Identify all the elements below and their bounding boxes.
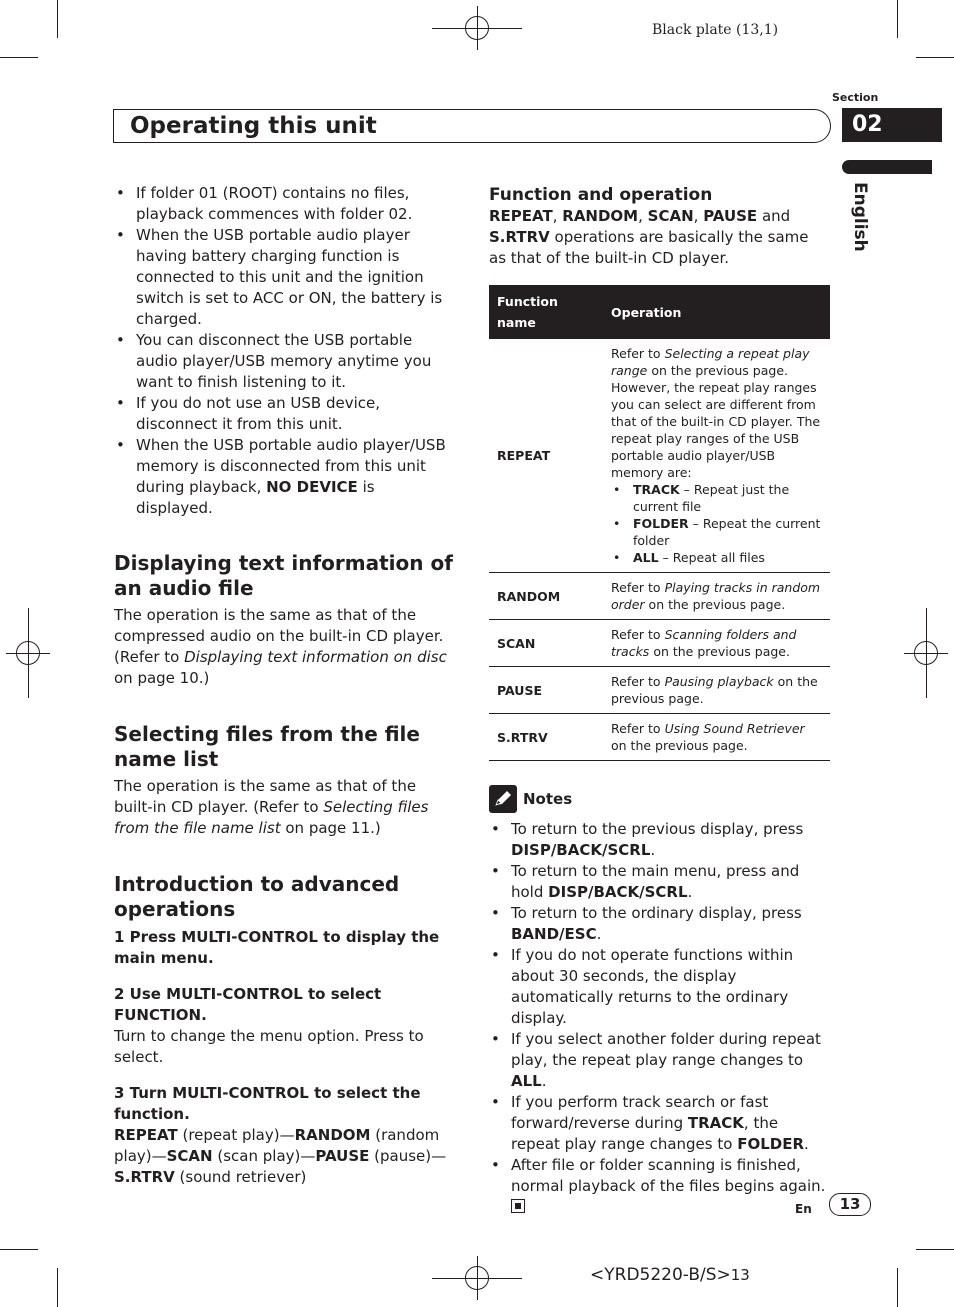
list-item: • To return to the ordinary display, press BAND/ESC. [489,903,830,945]
list-item: • After file or folder scanning is finished, normal playback of the files begins again. [489,1155,830,1218]
table-header-row [489,285,830,339]
right-column [489,184,830,1218]
section-label: Section [832,91,879,104]
function-intro: REPEAT, RANDOM, SCAN, PAUSE and S.RTRV operations are basically the same as that of the built-in CD player. [489,207,809,267]
paragraph: The operation is the same as that of the built-in CD player. (Refer to Selecting files from the file name list on page 11.) [114,777,429,837]
list-item: • FOLDER – Repeat the current folder [611,515,822,549]
section-heading: Introduction to advanced operations [114,872,400,921]
column-header: Operation [603,285,830,339]
function-name: REPEAT [489,339,603,573]
language-tab-bar [842,160,932,174]
step-1: 1 Press MULTI-CONTROL to display the main menu. [114,928,440,967]
list-item: • If you do not use an USB device, disconnect it from this unit. [114,393,454,435]
list-item: • You can disconnect the USB portable audio player/USB memory anytime you want to finish listening to it. [114,330,454,393]
list-item: • To return to the main menu, press and hold DISP/BACK/SCRL. [489,861,830,903]
step-3: 3 Turn MULTI-CONTROL to select the function. [114,1084,421,1123]
left-column [114,183,454,1188]
page-number: 13 [829,1193,871,1216]
list-item: • If you perform track search or fast forward/reverse during TRACK, the repeat play range changes to FOLDER. [489,1092,830,1155]
list-item: • If folder 01 (ROOT) contains no files, playback commences with folder 02. [114,183,454,225]
table-row [489,714,830,761]
table-row [489,339,830,573]
list-item: • When the USB portable audio player having battery charging function is connected to this unit and the ignition switch is set to ACC or ON, the battery is charged. [114,225,454,330]
function-operation: Refer to Using Sound Retriever on the previous page. [603,714,830,761]
function-name: SCAN [489,620,603,667]
paragraph: The operation is the same as that of the compressed audio on the built-in CD player. (Refer to Displaying text information on disc on page 10.) [114,606,447,687]
function-operation: Refer to Selecting a repeat play range on the previous page. However, the repeat play ranges you can select are different from that of the built-in CD player. The repeat play ranges of the USB portable audio player/USB memory are: • TRACK – Repeat just the current file • FOLDER – Repeat the current folder • ALL – Repeat all files [603,339,830,573]
step-2: 2 Use MULTI-CONTROL to select FUNCTION. [114,985,382,1024]
end-mark-icon [511,1199,525,1213]
page-title-box [113,109,831,143]
notes-title: Notes [523,789,573,808]
repeat-range-list [611,481,822,566]
list-item: • If you select another folder during repeat play, the repeat play range changes to ALL. [489,1029,830,1092]
function-name: PAUSE [489,667,603,714]
section-heading: Displaying text information of an audio file [114,551,453,600]
table-row [489,620,830,667]
step-2-text: Turn to change the menu option. Press to select. [114,1027,424,1066]
step-3-options: REPEAT (repeat play)—RANDOM (random play)—SCAN (scan play)—PAUSE (pause)—S.RTRV (sound retriever) [114,1126,447,1186]
list-item: • To return to the previous display, press DISP/BACK/SCRL. [489,819,830,861]
notes-list [489,819,830,1218]
function-table [489,285,830,761]
function-operation: Refer to Pausing playback on the previous page. [603,667,830,714]
list-item: • If you do not operate functions within about 30 seconds, the display automatically returns to the ordinary display. [489,945,830,1029]
function-heading: Function and operation [489,185,713,205]
table-row [489,573,830,620]
function-name: S.RTRV [489,714,603,761]
column-header: Function name [489,285,603,339]
notes-header [489,785,830,813]
section-number: 02 [842,108,942,142]
footer-code: <YRD5220-B/S>13 [590,1265,750,1285]
function-name: RANDOM [489,573,603,620]
pencil-icon [489,785,517,813]
function-operation: Refer to Playing tracks in random order on the previous page. [603,573,830,620]
footer-lang: En [795,1202,812,1216]
list-item: • TRACK – Repeat just the current file [611,481,822,515]
function-operation: Refer to Scanning folders and tracks on the previous page. [603,620,830,667]
table-row [489,667,830,714]
page-title: Operating this unit [130,113,377,139]
list-item: • When the USB portable audio player/USB memory is disconnected from this unit during playback, NO DEVICE is displayed. [114,435,454,519]
language-tab: English [850,182,870,252]
plate-label: Black plate (13,1) [652,22,779,38]
section-heading: Selecting files from the file name list [114,722,420,771]
usb-notes-list [114,183,454,519]
list-item: • ALL – Repeat all files [611,549,822,566]
